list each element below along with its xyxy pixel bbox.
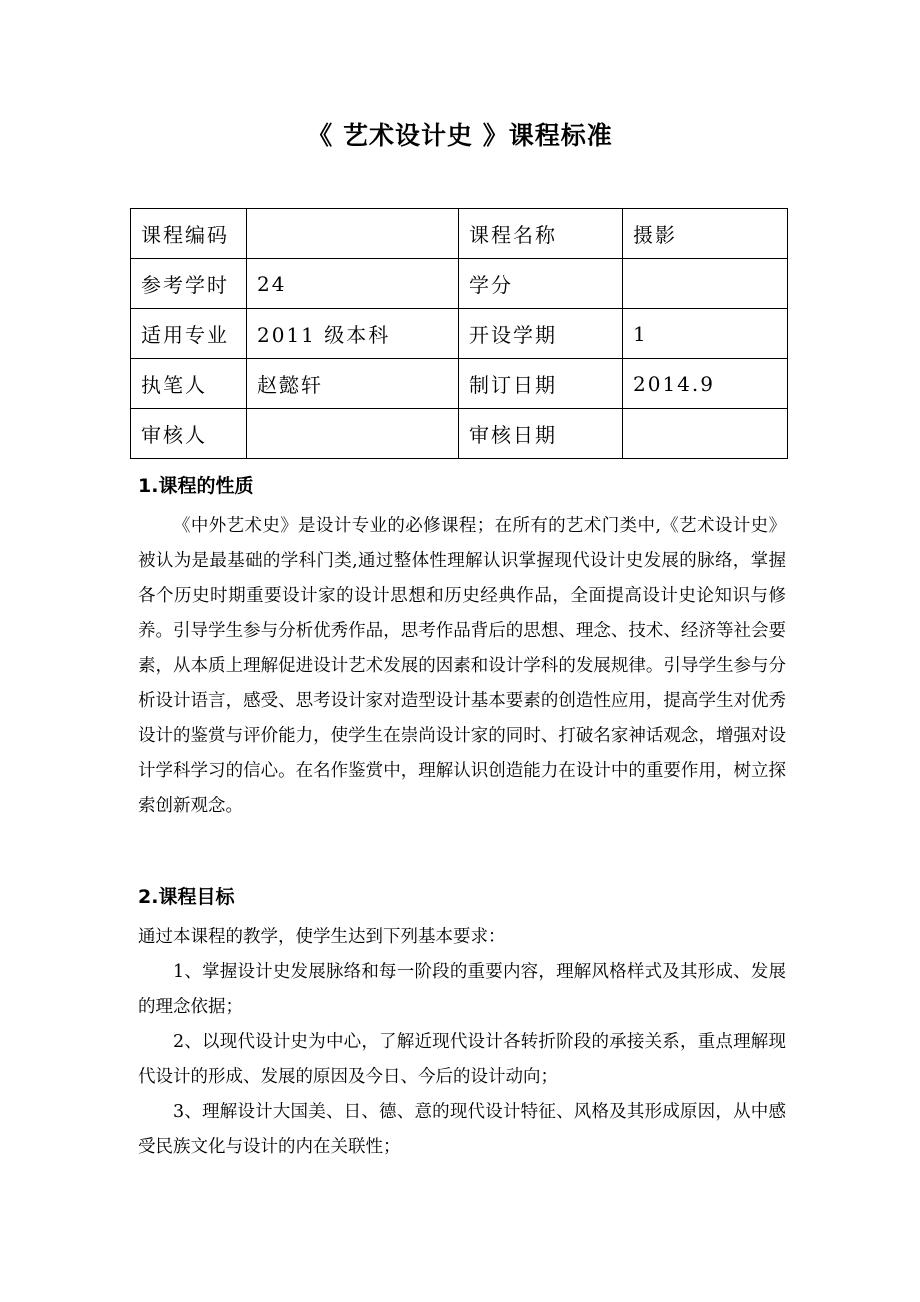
objective-item: 1、掌握设计史发展脉络和每一阶段的重要内容，理解风格样式及其形成、发展的理念依据； (138, 962, 786, 1017)
table-cell-value (247, 209, 459, 259)
table-row (131, 259, 788, 309)
table-cell-label: 适用专业 (131, 309, 247, 359)
table-cell-label: 参考学时 (131, 259, 247, 309)
table-cell-value (623, 409, 788, 459)
table-cell-label: 审核人 (131, 409, 247, 459)
table-row (131, 359, 788, 409)
course-info-table (130, 208, 788, 459)
objective-item: 3、理解设计大国美、日、德、意的现代设计特征、风格及其形成原因，从中感受民族文化与设计的内在关联性； (138, 1102, 786, 1157)
table-row (131, 409, 788, 459)
objective-item: 2、以现代设计史为中心，了解近现代设计各转折阶段的承接关系，重点理解现代设计的形成、发展的原因及今日、今后的设计动向； (138, 1032, 786, 1087)
section-heading-nature: 1.课程的性质 (138, 475, 254, 497)
table-cell-label: 制订日期 (459, 359, 623, 409)
table-cell-label: 开设学期 (459, 309, 623, 359)
table-cell-value (623, 259, 788, 309)
table-cell-value: 2014.9 (623, 359, 788, 409)
table-cell-value: 1 (623, 309, 788, 359)
nature-paragraph: 《中外艺术史》是设计专业的必修课程；在所有的艺术门类中,《艺术设计史》被认为是最基础的学科门类,通过整体性理解认识掌握现代设计史发展的脉络，掌握各个历史时期重要设计家的设计思想和历史经典作品，全面提高设计史论知识与修养。引导学生参与分析优秀作品，思考作品背后的思想、理念、技术、经济等社会要素，从本质上理解促进设计艺术发展的因素和设计学科的发展规律。引导学生参与分析设计语言，感受、思考设计家对造型设计基本要素的创造性应用，提高学生对优秀设计的鉴赏与评价能力，使学生在崇尚设计家的同时、打破名家神话观念，增强对设计学科学习的信心。在名作鉴赏中，理解认识创造能力在设计中的重要作用，树立探索创新观念。 (138, 516, 786, 816)
section-heading-objectives: 2.课程目标 (138, 886, 235, 908)
page-title: 《 艺术设计史 》课程标准 (307, 121, 613, 150)
table-cell-value: 24 (247, 259, 459, 309)
table-cell-value: 摄影 (623, 209, 788, 259)
table-cell-label: 课程编码 (131, 209, 247, 259)
table-cell-value (247, 409, 459, 459)
table-cell-value: 2011 级本科 (247, 309, 459, 359)
table-cell-label: 执笔人 (131, 359, 247, 409)
table-cell-label: 学分 (459, 259, 623, 309)
table-cell-label: 审核日期 (459, 409, 623, 459)
objectives-intro: 通过本课程的教学，使学生达到下列基本要求： (138, 927, 506, 947)
table-row (131, 209, 788, 259)
table-row (131, 309, 788, 359)
table-cell-label: 课程名称 (459, 209, 623, 259)
table-cell-value: 赵懿轩 (247, 359, 459, 409)
